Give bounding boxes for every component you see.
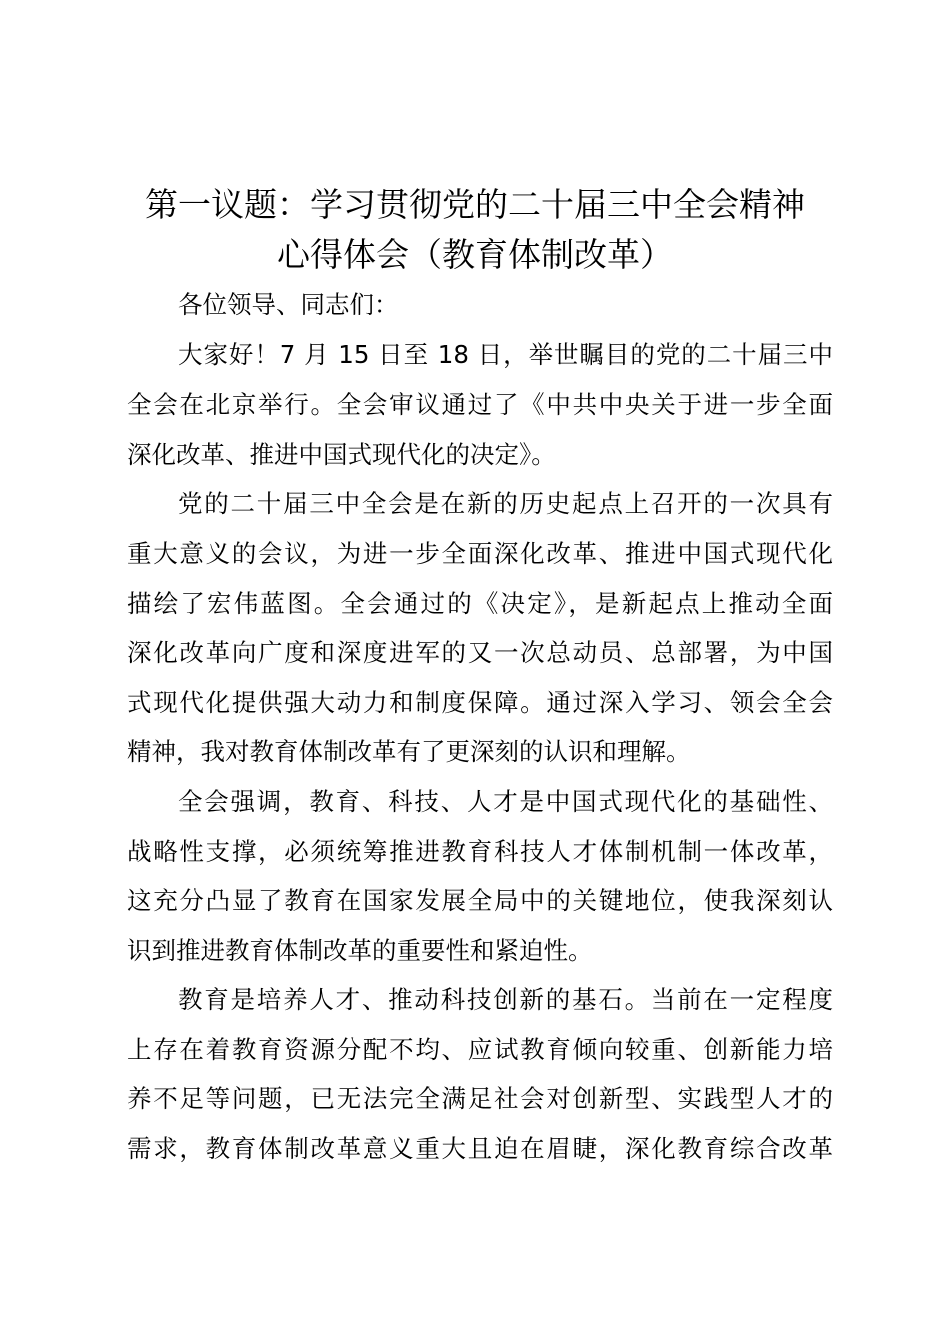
paragraph-4-line-4: 需求，教育体制改革意义重大且迫在眉睫，深化教育综合改革	[127, 1134, 833, 1163]
paragraph-2-line-1: 党的二十届三中全会是在新的历史起点上召开的一次具有	[178, 489, 833, 518]
paragraph-1-line-2: 全会在北京举行。全会审议通过了《中共中央关于进一步全面	[127, 390, 833, 419]
paragraph-4-line-2: 上存在着教育资源分配不均、应试教育倾向较重、创新能力培	[127, 1035, 833, 1064]
paragraph-2-line-5: 式现代化提供强大动力和制度保障。通过深入学习、领会全会	[127, 688, 833, 717]
paragraph-3-line-4: 识到推进教育体制改革的重要性和紧迫性。	[127, 936, 593, 965]
paragraph-1-line-1: 大家好！7 月 15 日至 18 日，举世瞩目的党的二十届三中	[178, 340, 833, 369]
paragraph-2-line-4: 深化改革向广度和深度进军的又一次总动员、总部署，为中国	[127, 638, 833, 667]
paragraph-1-line-3: 深化改革、推进中国式现代化的决定》。	[127, 440, 556, 469]
paragraph-2-line-2: 重大意义的会议，为进一步全面深化改革、推进中国式现代化	[127, 539, 833, 568]
salutation: 各位领导、同志们：	[178, 290, 399, 319]
document-title-line-1: 第一议题：学习贯彻党的二十届三中全会精神	[145, 185, 805, 224]
paragraph-2-line-6: 精神，我对教育体制改革有了更深刻的认识和理解。	[127, 737, 691, 766]
paragraph-3-line-1: 全会强调，教育、科技、人才是中国式现代化的基础性、	[178, 787, 833, 816]
paragraph-2-line-3: 描绘了宏伟蓝图。全会通过的《决定》，是新起点上推动全面	[127, 589, 833, 618]
paragraph-4-line-3: 养不足等问题，已无法完全满足社会对创新型、实践型人才的	[127, 1084, 833, 1113]
paragraph-3-line-2: 战略性支撑，必须统筹推进教育科技人才体制机制一体改革，	[127, 837, 833, 866]
document-title-line-2: 心得体会（教育体制改革）	[277, 235, 673, 274]
paragraph-4-line-1: 教育是培养人才、推动科技创新的基石。当前在一定程度	[178, 985, 833, 1014]
paragraph-3-line-3: 这充分凸显了教育在国家发展全局中的关键地位，使我深刻认	[127, 886, 833, 915]
